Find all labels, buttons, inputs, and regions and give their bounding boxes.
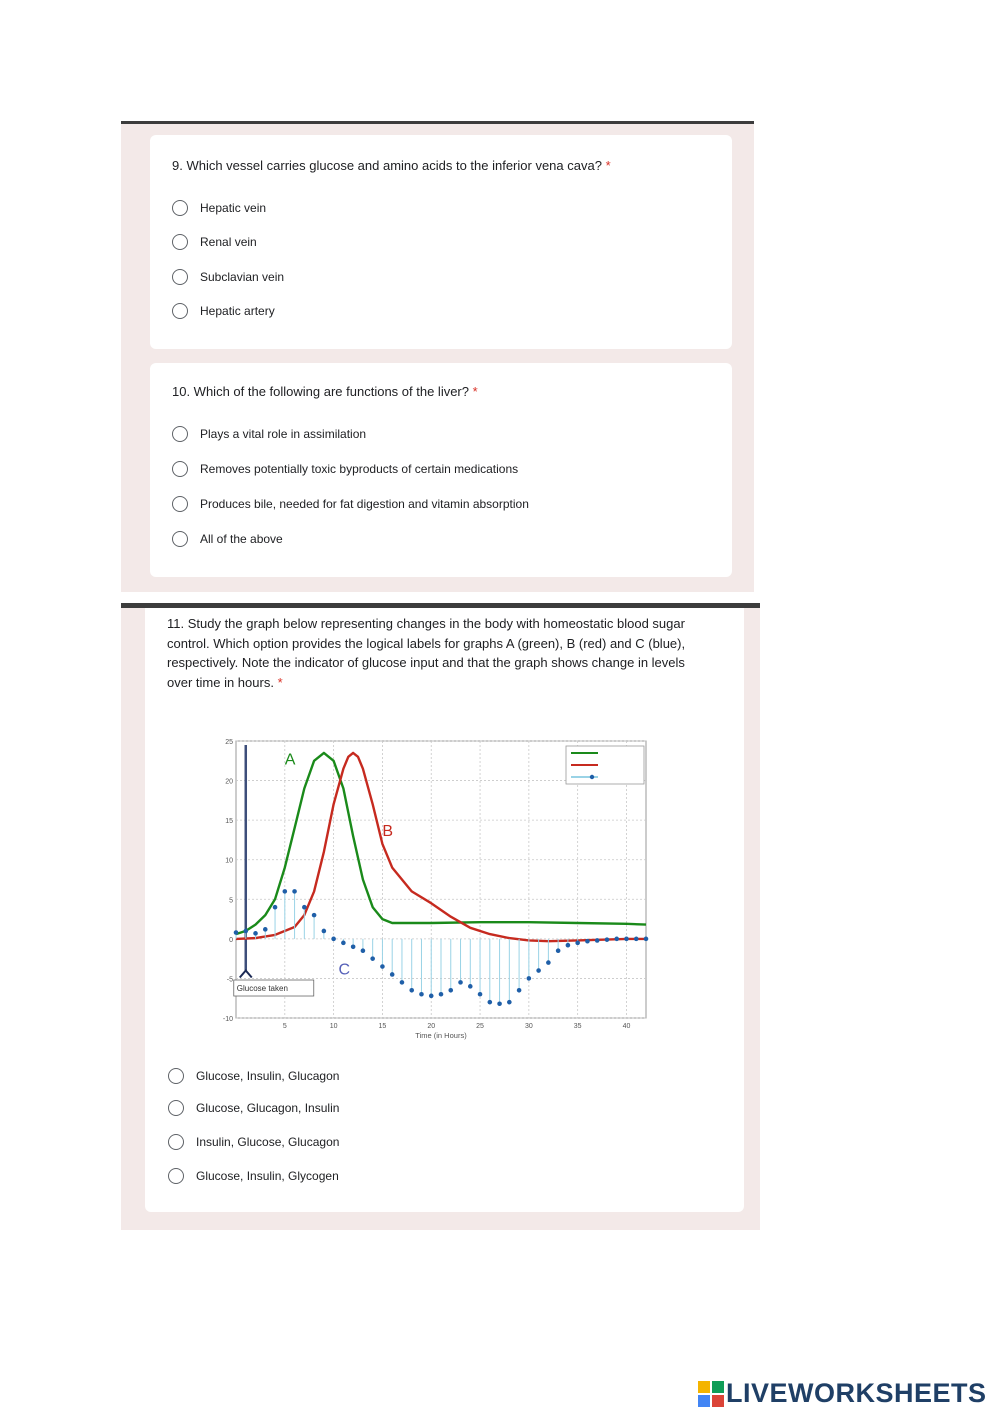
series-c-point <box>527 976 532 981</box>
y-tick-label: 15 <box>225 818 233 826</box>
series-a-label: A <box>284 751 296 769</box>
q11-option-1[interactable] <box>168 1066 339 1086</box>
option-label: Subclavian vein <box>200 270 285 284</box>
series-c-point <box>302 905 307 910</box>
series-c-point <box>458 980 463 985</box>
series-c-point <box>546 960 551 965</box>
series-c-point <box>507 1000 512 1005</box>
y-tick-label: 25 <box>225 739 233 746</box>
series-c-point <box>331 937 336 942</box>
question-11-text: 11. Study the graph below representing changes in the body with homeostatic blood sugar control. Which option provides the logical labels for graphs A (green), B (red) and C (blue), respectively. Note the indicator of glucose input and that the graph shows change in levels over time in hours. <box>167 616 686 690</box>
series-c-point <box>517 988 522 993</box>
series-c-point <box>370 956 375 961</box>
x-tick-label: 30 <box>524 1023 533 1030</box>
y-tick-label: 20 <box>225 778 233 786</box>
option-label: Hepatic vein <box>200 201 267 215</box>
question-9-title <box>172 158 611 173</box>
option-label: All of the above <box>200 532 283 546</box>
y-tick-label: 5 <box>229 897 233 905</box>
series-c-point <box>341 941 346 946</box>
radio-button[interactable] <box>172 303 188 319</box>
option-label: Produces bile, needed for fat digestion and vitamin absorption <box>200 497 529 511</box>
series-c-point <box>595 938 600 943</box>
radio-button[interactable] <box>168 1134 184 1150</box>
option-label: Insulin, Glucose, Glucagon <box>196 1135 340 1149</box>
x-tick-label: 25 <box>476 1023 484 1030</box>
series-c-point <box>585 939 590 944</box>
q11-option-4[interactable] <box>168 1166 339 1186</box>
q11-option-3[interactable] <box>168 1132 339 1152</box>
option-label: Plays a vital role in assimilation <box>200 427 367 441</box>
series-c-point <box>605 937 610 942</box>
series-c-point <box>556 948 561 953</box>
x-tick-label: 10 <box>329 1023 338 1030</box>
series-c-point <box>624 937 629 942</box>
q9-option-renal-vein[interactable] <box>172 232 257 252</box>
series-c-point <box>273 905 278 910</box>
q10-option-produces-bile[interactable] <box>172 494 529 514</box>
question-10-title <box>172 384 478 399</box>
radio-button[interactable] <box>168 1100 184 1116</box>
question-11-title <box>167 614 707 692</box>
series-c-point <box>419 992 424 997</box>
q10-option-all-above[interactable] <box>172 529 283 549</box>
series-c-point <box>312 913 317 918</box>
series-c-point <box>429 994 434 999</box>
question-9-text: 9. Which vessel carries glucose and amino acids to the inferior vena cava? <box>172 158 602 173</box>
series-c-point <box>322 929 327 934</box>
legend-marker-c <box>590 775 594 779</box>
radio-button[interactable] <box>172 234 188 250</box>
y-tick-label: 10 <box>225 857 233 865</box>
logo-text: LIVEWORKSHEETS <box>726 1378 987 1408</box>
x-axis-label: Time (in Hours) <box>415 1031 467 1040</box>
series-c-point <box>575 941 580 946</box>
required-mark: * <box>277 674 283 690</box>
option-label: Glucose, Insulin, Glucagon <box>196 1069 340 1083</box>
series-c-point <box>292 889 297 894</box>
series-b-label: B <box>382 822 394 840</box>
series-c-point <box>439 992 444 997</box>
radio-button[interactable] <box>172 269 188 285</box>
series-c-point <box>566 943 571 948</box>
series-c-point <box>351 944 356 949</box>
series-c-point <box>497 1001 502 1006</box>
x-tick-label: 35 <box>573 1023 582 1030</box>
series-c-point <box>478 992 483 997</box>
radio-button[interactable] <box>168 1068 184 1084</box>
liveworksheets-logo <box>698 1378 987 1409</box>
option-label: Hepatic artery <box>200 304 275 318</box>
radio-button[interactable] <box>172 531 188 547</box>
q9-option-hepatic-artery[interactable] <box>172 301 275 321</box>
series-c-point <box>448 988 453 993</box>
y-tick-label: -10 <box>222 1016 233 1023</box>
q10-option-removes-toxic[interactable] <box>172 459 518 479</box>
radio-button[interactable] <box>172 200 188 216</box>
x-tick-label: 5 <box>282 1023 287 1030</box>
radio-button[interactable] <box>172 426 188 442</box>
x-tick-label: 15 <box>378 1023 387 1030</box>
x-tick-label: 20 <box>427 1023 436 1030</box>
series-c-point <box>536 968 541 973</box>
question-10-text: 10. Which of the following are functions of the liver? <box>172 384 469 399</box>
q10-option-assimilation[interactable] <box>172 424 366 444</box>
required-mark: * <box>472 384 478 399</box>
series-c-point <box>634 937 639 942</box>
series-c-point <box>243 929 248 934</box>
y-tick-label: -5 <box>226 976 233 984</box>
option-label: Removes potentially toxic byproducts of certain medications <box>200 462 519 476</box>
series-c-point <box>234 930 239 935</box>
q11-option-2[interactable] <box>168 1098 339 1118</box>
series-c-point <box>283 889 288 894</box>
series-c-point <box>380 964 385 969</box>
series-c-label: C <box>338 961 351 979</box>
radio-button[interactable] <box>168 1168 184 1184</box>
series-c-point <box>263 927 268 932</box>
q9-option-subclavian-vein[interactable] <box>172 267 284 287</box>
series-c-point <box>409 988 414 993</box>
series-c-point <box>361 948 366 953</box>
option-label: Renal vein <box>200 235 257 249</box>
glucose-taken-label: Glucose taken <box>236 984 288 994</box>
option-label: Glucose, Insulin, Glycogen <box>196 1169 339 1183</box>
series-c-point <box>488 1000 493 1005</box>
y-tick-label: 0 <box>229 936 233 944</box>
series-c-point <box>644 937 649 942</box>
q9-option-hepatic-vein[interactable] <box>172 198 266 218</box>
radio-button[interactable] <box>172 496 188 512</box>
series-c-point <box>468 984 473 989</box>
series-c-point <box>253 931 258 936</box>
series-c-point <box>400 980 405 985</box>
logo-grid-icon <box>698 1381 724 1407</box>
series-c-point <box>390 972 395 977</box>
blood-sugar-chart <box>210 728 660 1048</box>
option-label: Glucose, Glucagon, Insulin <box>196 1101 340 1115</box>
x-tick-label: 40 <box>622 1023 631 1030</box>
series-c-point <box>614 937 619 942</box>
radio-button[interactable] <box>172 461 188 477</box>
required-mark: * <box>605 158 611 173</box>
